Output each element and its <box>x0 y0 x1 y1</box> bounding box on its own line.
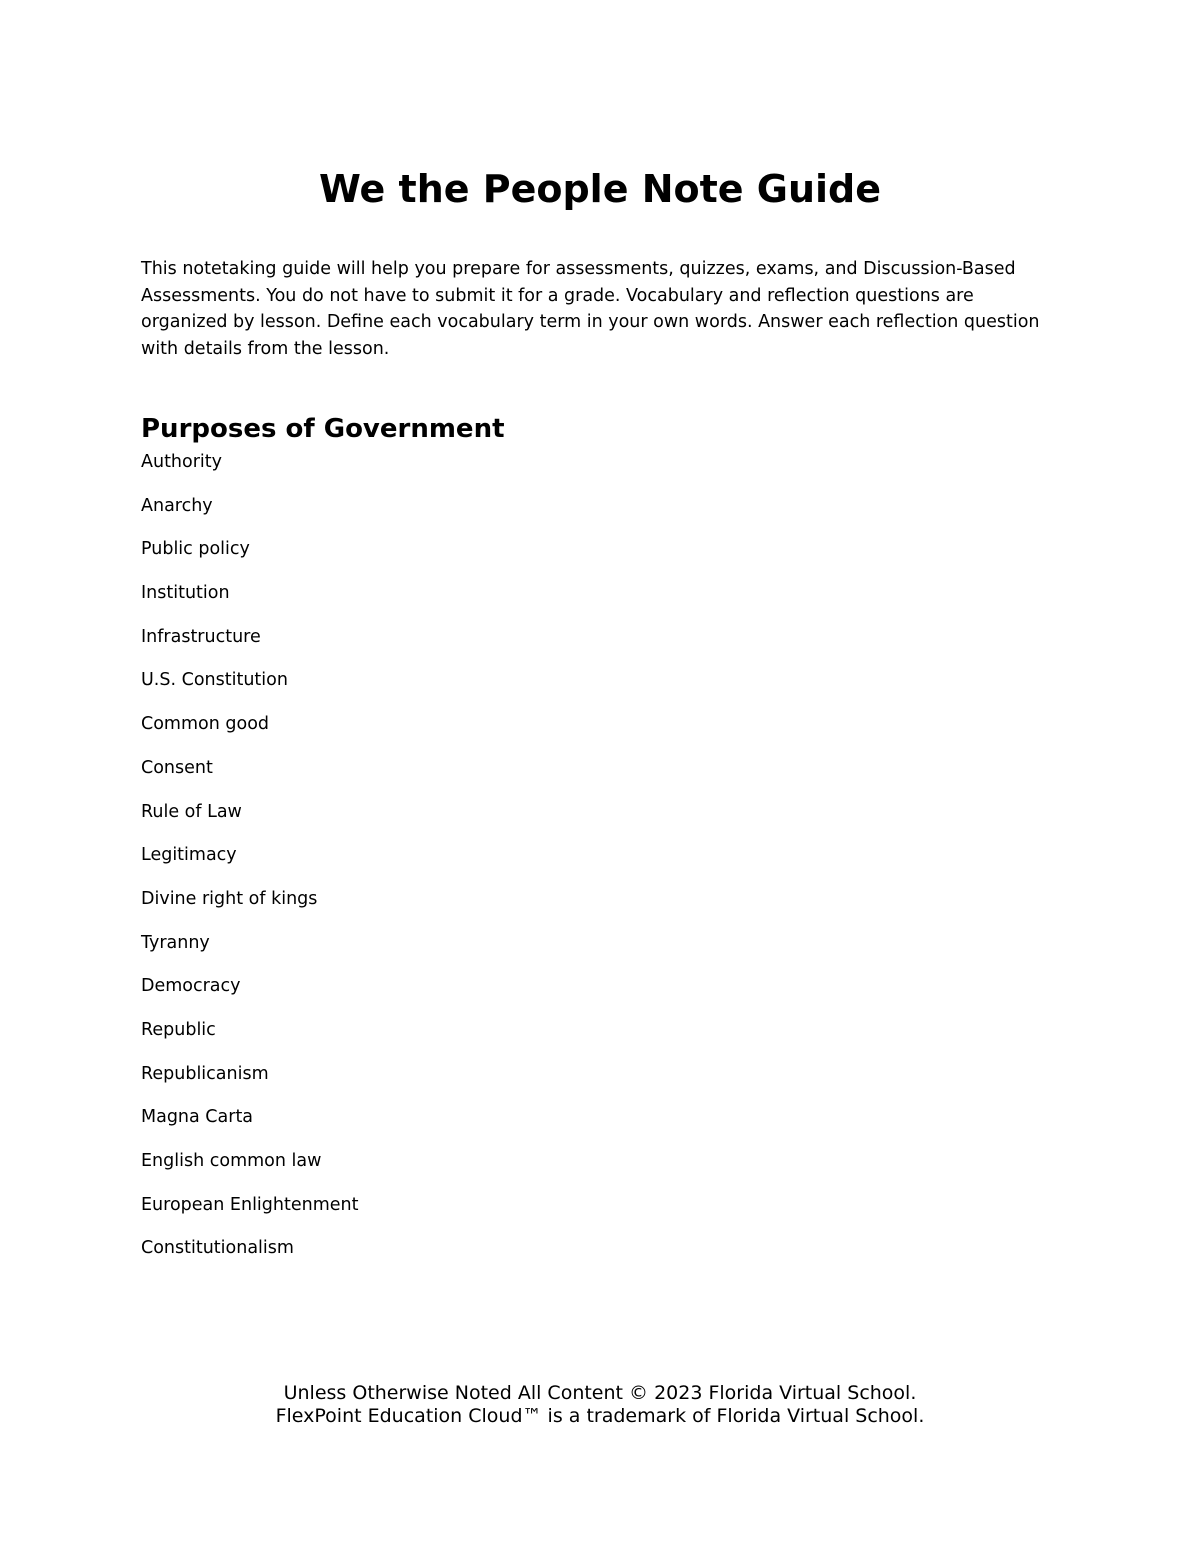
copyright-footer <box>0 1382 1200 1428</box>
vocab-term: Authority <box>141 452 222 472</box>
vocab-term: Public policy <box>141 539 250 560</box>
vocab-term: Republic <box>141 1019 216 1040</box>
vocab-term: Magna Carta <box>141 1107 254 1128</box>
vocab-term: Republicanism <box>141 1063 269 1084</box>
vocab-term: Constitutionalism <box>141 1238 294 1259</box>
vocab-term: Anarchy <box>141 495 213 516</box>
page-title: We the People Note Guide <box>318 167 882 211</box>
vocab-term: Consent <box>141 757 213 778</box>
intro-paragraph: This notetaking guide will help you prepare for assessments, quizzes, exams, and Discussion-Based Assessments. You do not have to submit it for a grade. Vocabulary and reflection questions are organized by lesson. Define each vocabulary term in your own words. Answer each reflection question with details from the lesson. <box>141 259 1040 359</box>
vocab-term: Tyranny <box>141 932 210 953</box>
vocab-term: Democracy <box>141 976 241 997</box>
vocab-term: Institution <box>141 583 230 604</box>
vocab-term: English common law <box>141 1151 322 1171</box>
vocab-term: Divine right of kings <box>141 888 318 909</box>
section-heading: Purposes of Government <box>141 414 505 444</box>
vocab-term: Infrastructure <box>141 626 261 647</box>
vocab-term: Rule of Law <box>141 801 242 822</box>
vocab-term: U.S. Constitution <box>141 670 288 691</box>
vocab-term: Common good <box>141 714 270 735</box>
vocab-term: Legitimacy <box>141 845 237 866</box>
footer-line-copyright: Unless Otherwise Noted All Content © 2023 Florida Virtual School. <box>283 1382 917 1404</box>
footer-line-trademark: FlexPoint Education Cloud™ is a trademark of Florida Virtual School. <box>275 1405 925 1427</box>
vocab-term: European Enlightenment <box>141 1194 359 1215</box>
vocabulary-list <box>141 450 358 1280</box>
